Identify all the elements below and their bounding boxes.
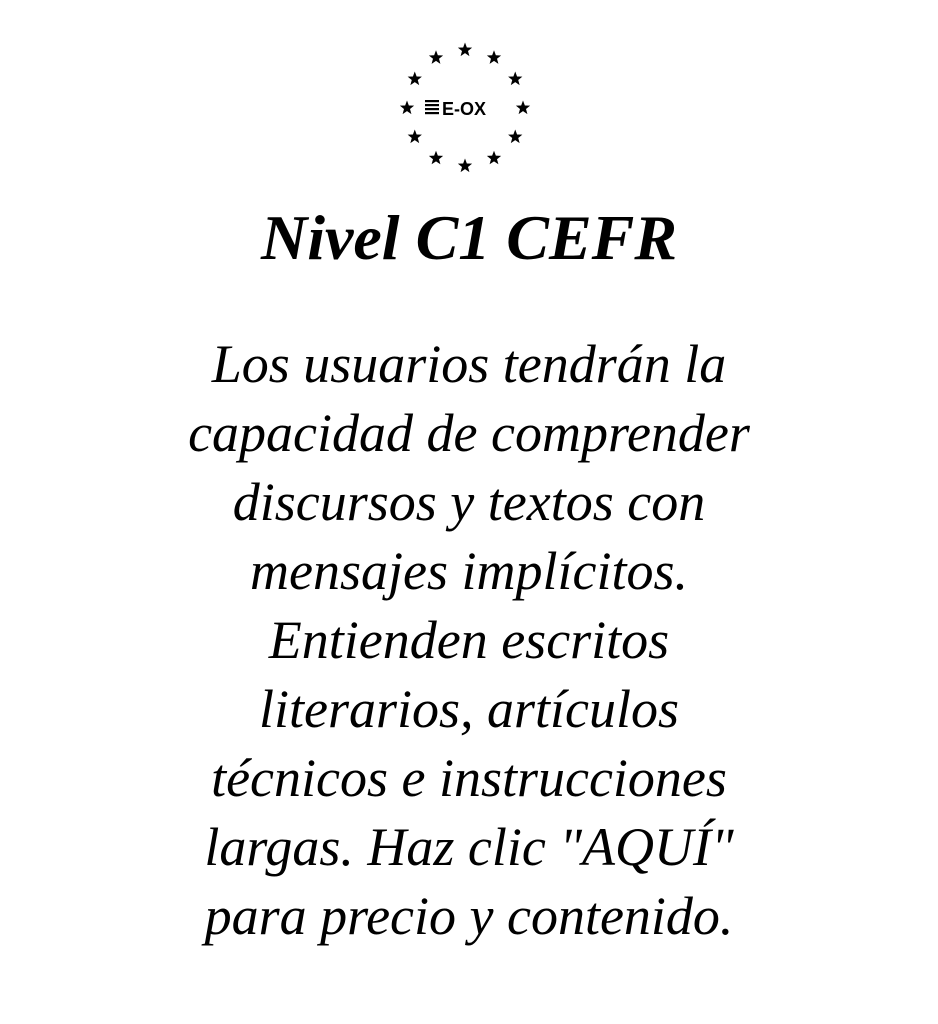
star-icon (508, 130, 522, 144)
star-icon (508, 72, 522, 86)
star-icon (408, 130, 422, 144)
star-icon (429, 151, 443, 165)
e-ox-logo (390, 38, 540, 188)
description-line: Los usuarios tendrán la (211, 334, 727, 394)
logo-text: E-OX (441, 99, 487, 119)
star-icon (458, 43, 472, 57)
description-line: técnicos e instrucciones (211, 748, 727, 808)
description-line: para precio y contenido. (204, 886, 734, 946)
star-icon (408, 72, 422, 86)
eu-stars-emblem-icon (390, 38, 540, 188)
star-icon (458, 159, 472, 173)
star-icon (487, 50, 501, 64)
star-icon (516, 101, 530, 115)
description-line: capacidad de comprender (188, 403, 750, 463)
description-line: discursos y textos con (232, 472, 706, 532)
description-line: mensajes implícitos. (250, 541, 688, 601)
description-text (0, 330, 938, 951)
star-icon (400, 101, 414, 115)
star-icon (487, 151, 501, 165)
description-line: literarios, artículos (258, 679, 680, 739)
description-line: Entienden escritos (268, 610, 670, 670)
description-line: largas. Haz clic "AQUÍ" (204, 817, 734, 877)
stripes-icon (425, 100, 439, 114)
page-title: Nivel C1 CEFR (260, 202, 678, 273)
star-icon (429, 50, 443, 64)
